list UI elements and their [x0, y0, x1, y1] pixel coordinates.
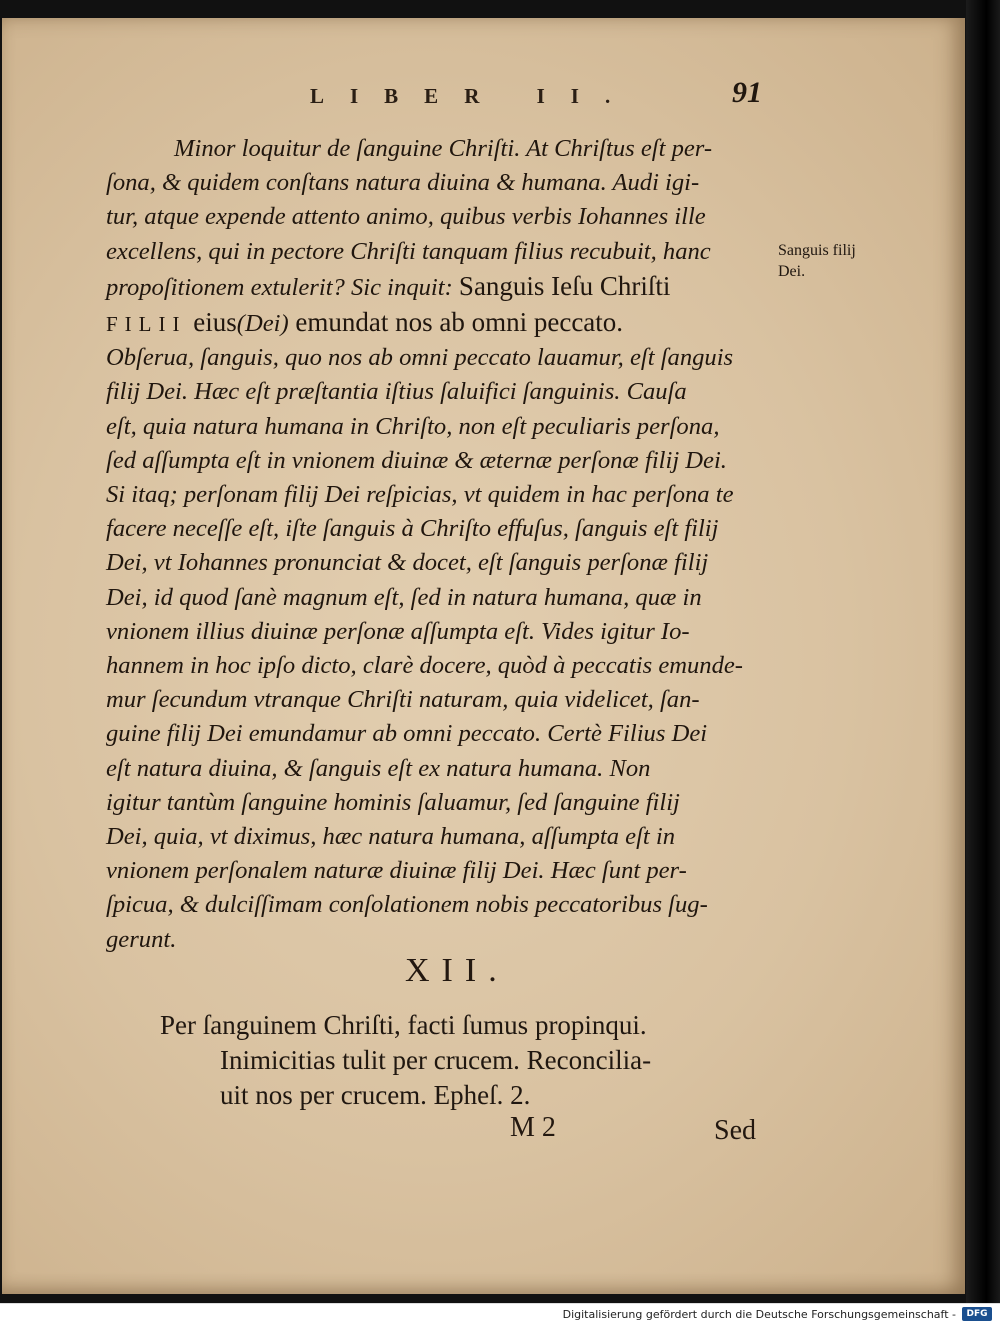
footer-credit: Digitalisierung gefördert durch die Deutsche Forschungsgemeinschaft -	[562, 1308, 956, 1321]
text-span: ſed aſſumpta eſt in vnionem diuinæ & æternæ perſonæ filij Dei.	[106, 446, 727, 474]
text-span: FILII	[106, 312, 187, 337]
text-line	[106, 615, 774, 649]
text-span: Dei, id quod ſanè magnum eſt, ſed in natura humana, quæ in	[106, 583, 702, 611]
text-line	[106, 478, 774, 512]
text-span: ſpicua, & dulciſſimam conſolationem nobis peccatoribus ſug-	[106, 891, 708, 919]
text-span: Si itaq; perſonam filij Dei reſpicias, vt quidem in hac perſona te	[106, 481, 734, 509]
text-span: hannem in hoc ipſo dicto, clarè docere, quòd à peccatis emunde-	[106, 652, 743, 680]
text-span: Minor loquitur de ſanguine Chriſti. At Chriſtus eſt per-	[174, 135, 713, 162]
text-span: vnionem perſonalem naturæ diuinæ filij Dei. Hæc ſunt per-	[106, 857, 687, 885]
book-spine-edge	[966, 0, 1000, 1303]
text-line	[106, 375, 774, 409]
text-line	[106, 581, 774, 615]
signature-mark: M 2	[510, 1112, 556, 1143]
text-line	[106, 341, 774, 375]
margin-note	[778, 240, 898, 282]
text-line	[106, 305, 774, 341]
dfg-logo: DFG	[962, 1307, 992, 1321]
text-line	[106, 269, 774, 305]
body-text	[106, 132, 774, 957]
text-line	[106, 512, 774, 546]
margin-note-line: Sanguis filij	[778, 242, 856, 259]
text-line	[106, 752, 774, 786]
text-span: eſt, quia natura humana in Chriſto, non eſt peculiaris perſona,	[106, 412, 720, 440]
text-line	[106, 444, 774, 478]
text-span: Dei, vt Iohannes pronunciat & docet, eſt ſanguis perſonæ filij	[106, 549, 709, 577]
text-span: emundat nos ab omni peccato.	[288, 307, 624, 338]
text-span: Dei, quia, vt diximus, hæc natura humana, aſſumpta eſt in	[106, 823, 676, 851]
text-span: eius	[186, 307, 237, 338]
running-head: LIBER II.	[310, 84, 637, 108]
heading-line: Per ſanguinem Chriſti, facti ſumus propinqui.	[160, 1010, 647, 1040]
text-line	[106, 888, 774, 922]
text-span: filij Dei. Hæc eſt præſtantia iſtius ſaluifici ſanguinis. Cauſa	[106, 378, 687, 406]
text-line	[106, 649, 774, 683]
text-line	[106, 546, 774, 580]
text-span: igitur tantùm ſanguine hominis ſaluamur, ſed ſanguine filij	[106, 788, 680, 816]
text-span: Sanguis Ieſu Chriſti	[458, 270, 671, 301]
text-line	[106, 820, 774, 854]
text-line	[106, 410, 774, 444]
text-span: excellens, qui in pectore Chriſti tanquam filius recubuit, hanc	[106, 237, 711, 265]
text-span: (Dei)	[236, 310, 289, 338]
heading-line: uit nos per crucem. Epheſ. 2.	[220, 1080, 531, 1110]
section-number: XII.	[405, 952, 509, 989]
page-number: 91	[732, 76, 762, 109]
text-span: mur ſecundum vtranque Chriſti naturam, quia videlicet, ſan-	[106, 686, 700, 714]
text-line	[106, 235, 774, 269]
text-line	[106, 132, 774, 166]
heading-line: Inimicitias tulit per crucem. Reconcilia-	[220, 1045, 652, 1075]
text-span: facere neceſſe eſt, iſte ſanguis à Chriſto effuſus, ſanguis eſt filij	[106, 515, 719, 543]
text-line	[106, 717, 774, 751]
section-heading	[160, 1008, 720, 1113]
text-span: vnionem illius diuinæ perſonæ aſſumpta eſt. Vides igitur Io-	[106, 617, 690, 645]
text-span: ſona, & quidem conſtans natura diuina & humana. Audi igi-	[106, 169, 700, 197]
text-span: propoſitionem extulerit? Sic inquit:	[106, 273, 459, 301]
text-span: gerunt.	[106, 925, 177, 953]
catchword: Sed	[714, 1115, 756, 1146]
text-line	[106, 200, 774, 234]
text-span: eſt natura diuina, & ſanguis eſt ex natura humana. Non	[106, 754, 651, 782]
margin-note-line: Dei.	[778, 263, 806, 280]
text-line	[106, 166, 774, 200]
text-span: Obſerua, ſanguis, quo nos ab omni peccato lauamur, eſt ſanguis	[106, 344, 734, 372]
text-line	[106, 786, 774, 820]
text-line	[106, 854, 774, 888]
text-span: tur, atque expende attento animo, quibus verbis Iohannes ille	[106, 203, 706, 231]
text-span: guine filij Dei emundamur ab omni peccato. Certè Filius Dei	[106, 720, 708, 748]
text-line	[106, 683, 774, 717]
